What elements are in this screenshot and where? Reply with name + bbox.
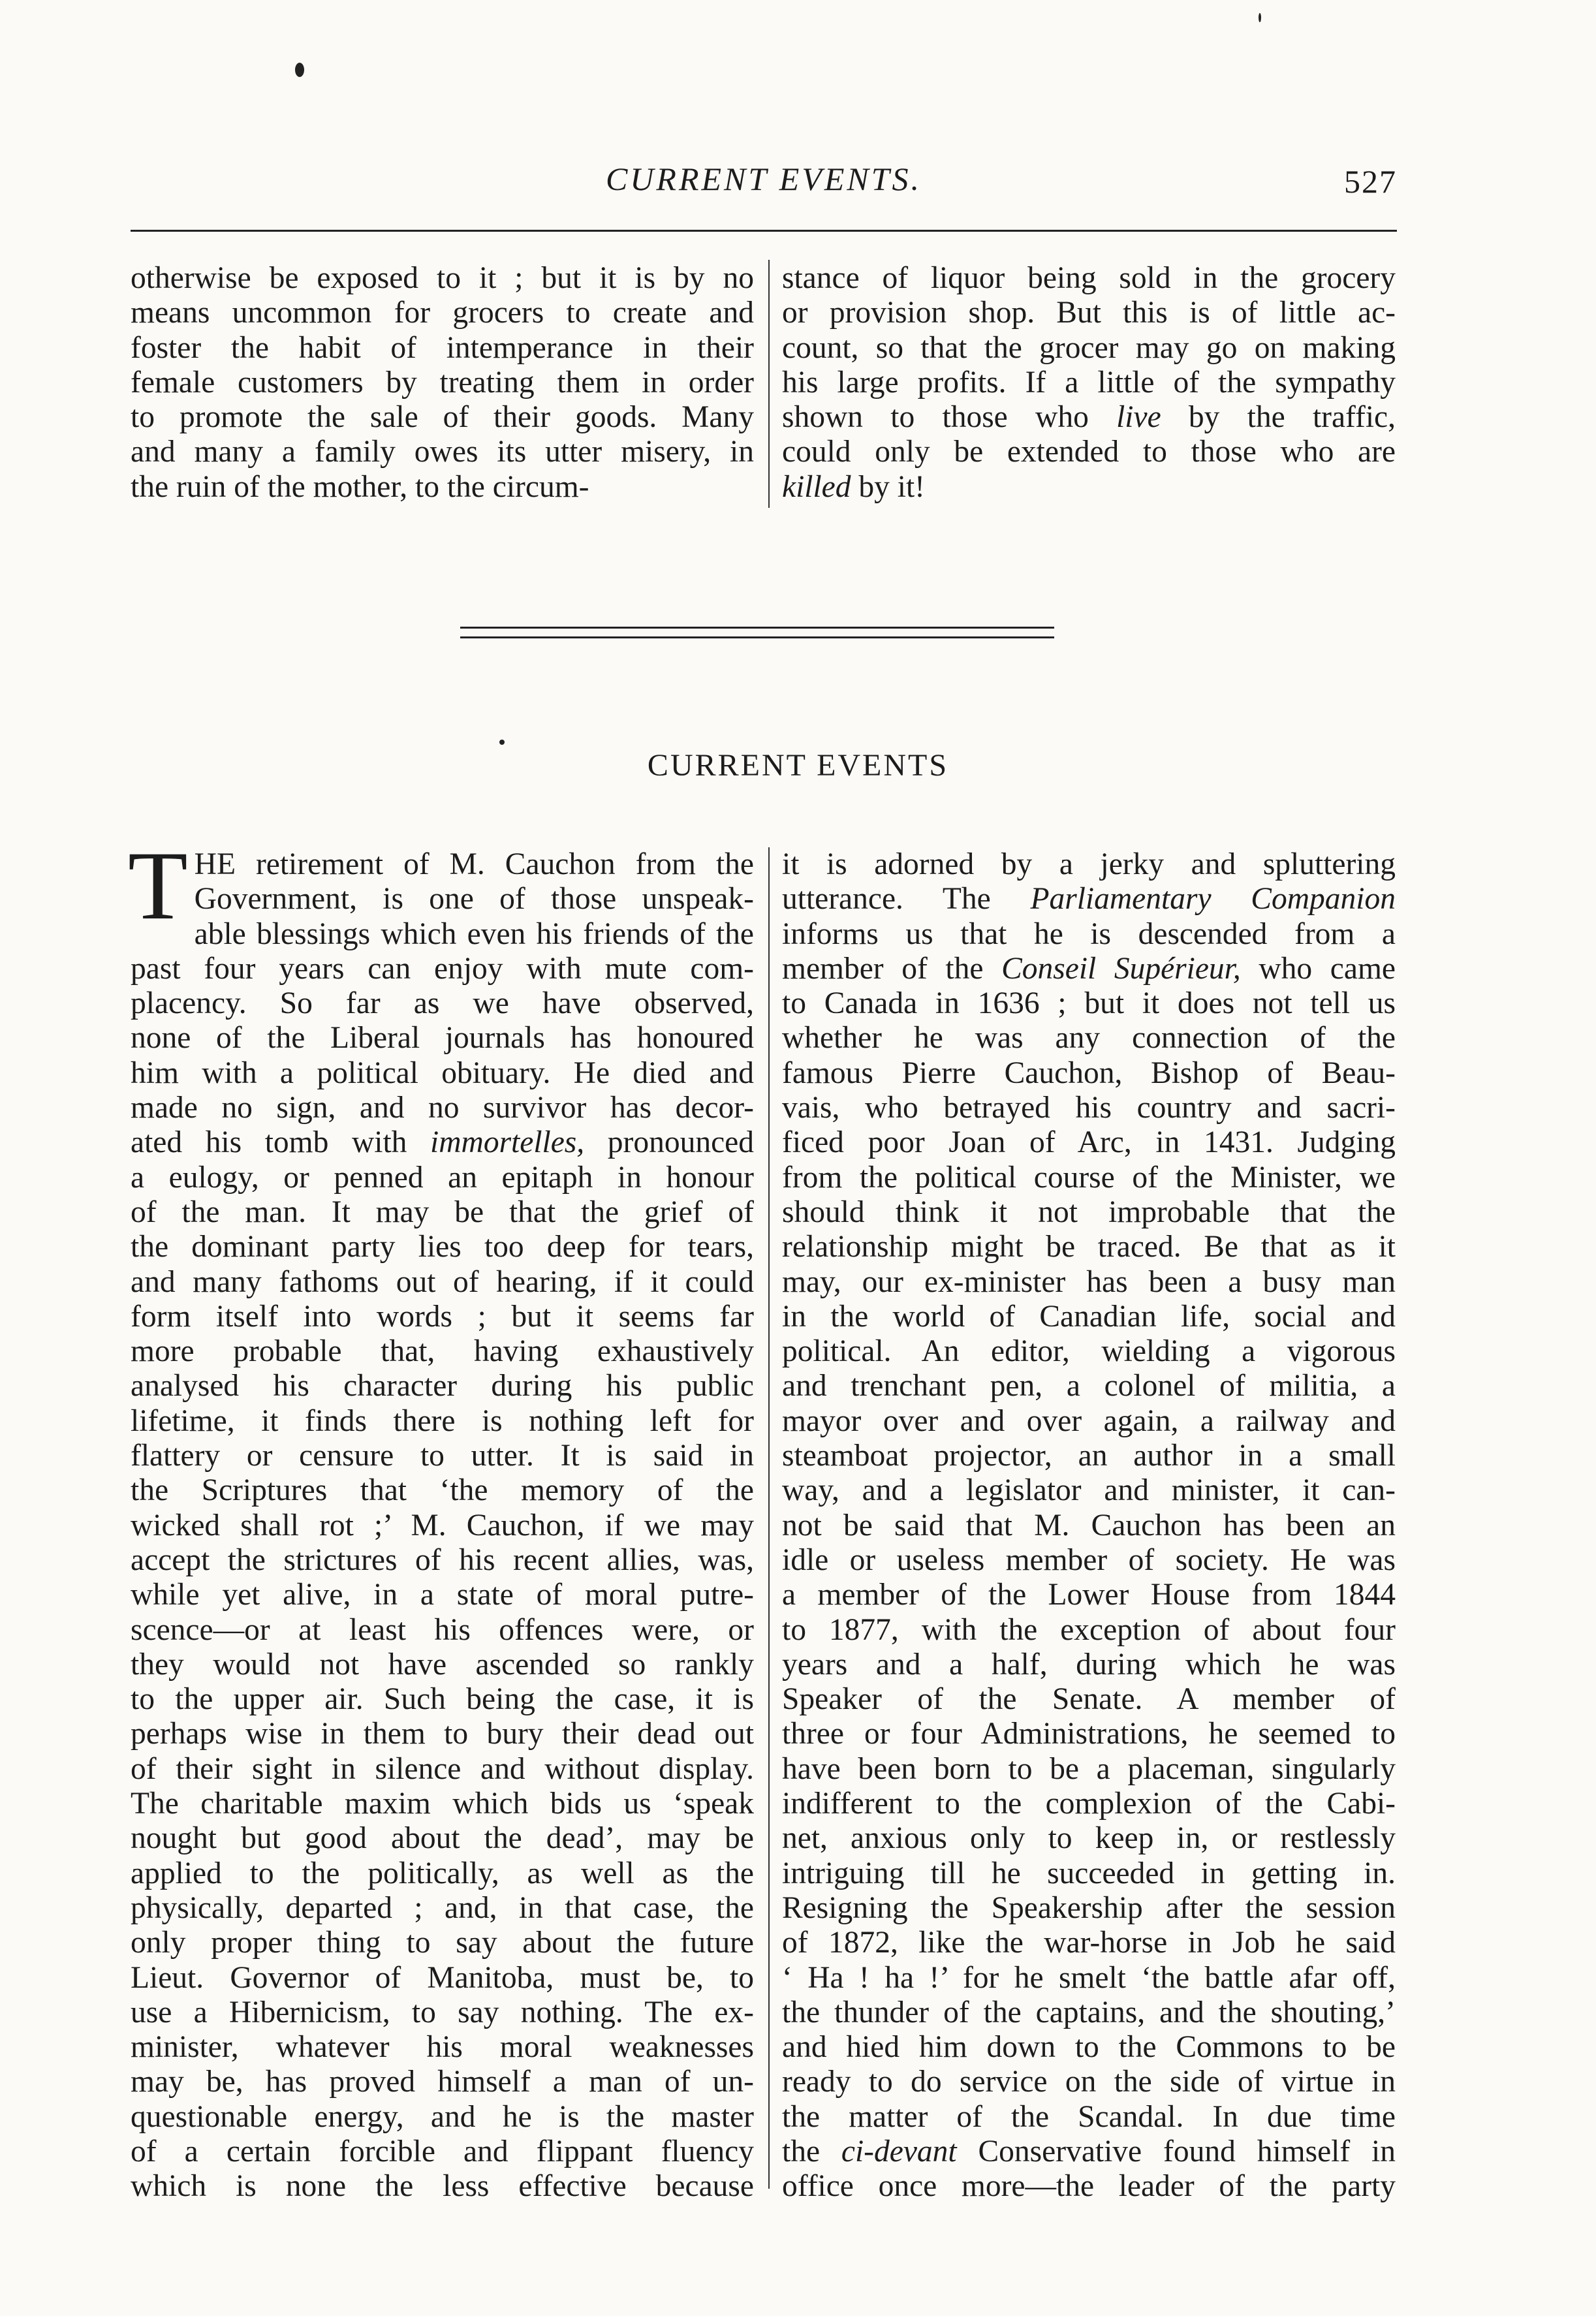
- text-line: whether he was any connection of the: [782, 1021, 1396, 1056]
- text-line: while yet alive, in a state of moral putre-: [131, 1578, 754, 1612]
- text-line: Resigning the Speakership after the session: [782, 1890, 1396, 1925]
- text-line: net, anxious only to keep in, or restlessly: [782, 1821, 1396, 1856]
- text-line: indifferent to the complexion of the Cabi-: [782, 1787, 1396, 1821]
- text-line: to promote the sale of their goods. Many: [131, 400, 754, 435]
- text-line: of the man. It may be that the grief of: [131, 1195, 754, 1229]
- section-rule: [460, 636, 1054, 638]
- column-divider-top: [768, 260, 770, 508]
- text-line: ‘ Ha ! ha !’ for he smelt ‘the battle afar off,: [782, 1960, 1396, 1995]
- text-line: relationship might be traced. Be that as it: [782, 1230, 1396, 1264]
- text-line: may be, has proved himself a man of un-: [131, 2065, 754, 2099]
- text-line: physically, departed ; and, in that case, the: [131, 1890, 754, 1925]
- text-line: it is adorned by a jerky and spluttering: [782, 847, 1396, 881]
- text-line: HE retirement of M. Cauchon from the: [194, 847, 754, 881]
- text-line: flattery or censure to utter. It is said in: [131, 1439, 754, 1473]
- text-line: ated his tomb with immortelles, pronounced: [131, 1125, 754, 1160]
- text-line: a eulogy, or penned an epitaph in honour: [131, 1160, 754, 1195]
- text-line: a member of the Lower House from 1844: [782, 1578, 1396, 1612]
- text-line: wicked shall rot ;’ M. Cauchon, if we may: [131, 1508, 754, 1542]
- page-number: 527: [1344, 163, 1397, 200]
- text-line: intriguing till he succeeded in getting in.: [782, 1856, 1396, 1890]
- text-line: to 1877, with the exception of about four: [782, 1612, 1396, 1647]
- text-line: able blessings which even his friends of the: [194, 916, 754, 951]
- text-line: analysed his character during his public: [131, 1369, 754, 1403]
- text-line: means uncommon for grocers to create and: [131, 296, 754, 330]
- top-right-column: [782, 261, 1396, 505]
- section-rule: [460, 627, 1054, 629]
- text-line: to the upper air. Such being the case, it is: [131, 1682, 754, 1717]
- text-line: and hied him down to the Commons to be: [782, 2030, 1396, 2065]
- text-line: and many a family owes its utter misery, in: [131, 435, 754, 469]
- text-line: of 1872, like the war-horse in Job he said: [782, 1926, 1396, 1960]
- running-head: [131, 160, 1397, 206]
- text-line: him with a political obituary. He died and: [131, 1056, 754, 1090]
- scan-speck: [1259, 13, 1261, 22]
- text-line: only proper thing to say about the future: [131, 1926, 754, 1960]
- text-line: questionable energy, and he is the master: [131, 2099, 754, 2134]
- text-line: The charitable maxim which bids us ‘speak: [131, 1787, 754, 1821]
- text-line: applied to the politically, as well as the: [131, 1856, 754, 1890]
- text-line: the Scriptures that ‘the memory of the: [131, 1473, 754, 1508]
- text-line: of a certain forcible and flippant fluency: [131, 2134, 754, 2168]
- text-line: may, our ex-minister has been a busy man: [782, 1264, 1396, 1299]
- drop-cap: T: [128, 832, 188, 940]
- text-line: famous Pierre Cauchon, Bishop of Beau-: [782, 1056, 1396, 1090]
- text-line: they would not have ascended so rankly: [131, 1647, 754, 1682]
- section-title: CURRENT EVENTS: [647, 748, 949, 783]
- text-line: steamboat projector, an author in a small: [782, 1439, 1396, 1473]
- text-line: utterance. The Parliamentary Companion: [782, 882, 1396, 916]
- text-line: Lieut. Governor of Manitoba, must be, to: [131, 1960, 754, 1995]
- text-line: otherwise be exposed to it ; but it is by no: [131, 261, 754, 295]
- text-line: count, so that the grocer may go on making: [782, 330, 1396, 365]
- text-line: or provision shop. But this is of little ac-: [782, 296, 1396, 330]
- text-line: the thunder of the captains, and the shouting,’: [782, 1995, 1396, 2029]
- text-line: Speaker of the Senate. A member of: [782, 1682, 1396, 1717]
- column-divider-main: [768, 847, 770, 2189]
- text-line: the dominant party lies too deep for tears,: [131, 1230, 754, 1264]
- text-line: lifetime, it finds there is nothing left for: [131, 1403, 754, 1438]
- text-line: foster the habit of intemperance in their: [131, 330, 754, 365]
- main-right-column: [782, 847, 1396, 2204]
- text-line: female customers by treating them in order: [131, 365, 754, 399]
- text-line: use a Hibernicism, to say nothing. The ex-: [131, 1995, 754, 2029]
- text-line: years and a half, during which he was: [782, 1647, 1396, 1682]
- main-left-column: [128, 832, 754, 2204]
- text-line: ficed poor Joan of Arc, in 1431. Judging: [782, 1125, 1396, 1160]
- text-line: the ruin of the mother, to the circum-: [131, 469, 589, 504]
- text-line: and trenchant pen, a colonel of militia, a: [782, 1369, 1396, 1403]
- text-line: shown to those who live by the traffic,: [782, 400, 1396, 435]
- text-line: way, and a legislator and minister, it can-: [782, 1473, 1396, 1508]
- text-line: none of the Liberal journals has honoured: [131, 1021, 754, 1056]
- text-line: form itself into words ; but it seems far: [131, 1299, 754, 1334]
- text-line: scence—or at least his offences were, or: [131, 1612, 754, 1647]
- text-line: which is none the less effective because: [131, 2169, 754, 2204]
- text-line: in the world of Canadian life, social and: [782, 1299, 1396, 1334]
- text-line: office once more—the leader of the party: [782, 2169, 1396, 2204]
- text-line: his large profits. If a little of the sympathy: [782, 365, 1396, 399]
- header-rule: [131, 230, 1397, 232]
- text-line: three or four Administrations, he seemed to: [782, 1717, 1396, 1751]
- text-line: placency. So far as we have observed,: [131, 986, 754, 1021]
- running-title: CURRENT EVENTS.: [605, 161, 922, 197]
- text-line: nought but good about the dead’, may be: [131, 1821, 754, 1856]
- text-line: Government, is one of those unspeak-: [194, 882, 754, 916]
- text-line: vais, who betrayed his country and sacri-: [782, 1091, 1396, 1125]
- text-line: informs us that he is descended from a: [782, 916, 1396, 951]
- text-line: stance of liquor being sold in the grocery: [782, 261, 1396, 295]
- text-line: should think it not improbable that the: [782, 1195, 1396, 1229]
- text-line: from the political course of the Minister, we: [782, 1160, 1396, 1195]
- text-line: accept the strictures of his recent allies, was,: [131, 1542, 754, 1577]
- text-line: the matter of the Scandal. In due time: [782, 2099, 1396, 2134]
- text-line: idle or useless member of society. He was: [782, 1542, 1396, 1577]
- text-line: made no sign, and no survivor has decor-: [131, 1091, 754, 1125]
- top-left-column: [131, 261, 754, 505]
- text-line: killed by it!: [782, 469, 925, 504]
- text-line: to Canada in 1636 ; but it does not tell us: [782, 986, 1396, 1021]
- text-line: not be said that M. Cauchon has been an: [782, 1508, 1396, 1542]
- text-line: ready to do service on the side of virtue in: [782, 2065, 1396, 2099]
- text-line: member of the Conseil Supérieur, who came: [782, 951, 1396, 986]
- text-line: more probable that, having exhaustively: [131, 1334, 754, 1369]
- text-line: and many fathoms out of hearing, if it could: [131, 1264, 754, 1299]
- text-line: political. An editor, wielding a vigorous: [782, 1334, 1396, 1369]
- text-line: perhaps wise in them to bury their dead out: [131, 1717, 754, 1751]
- text-line: the ci-devant Conservative found himself in: [782, 2134, 1396, 2168]
- text-line: of their sight in silence and without display.: [131, 1751, 754, 1786]
- text-line: mayor over and over again, a railway and: [782, 1403, 1396, 1438]
- text-line: minister, whatever his moral weaknesses: [131, 2030, 754, 2065]
- text-line: could only be extended to those who are: [782, 435, 1396, 469]
- scan-speck: [295, 63, 304, 77]
- text-line: past four years can enjoy with mute com-: [131, 951, 754, 986]
- text-line: have been born to be a placeman, singularly: [782, 1751, 1396, 1786]
- scan-speck: [499, 740, 505, 745]
